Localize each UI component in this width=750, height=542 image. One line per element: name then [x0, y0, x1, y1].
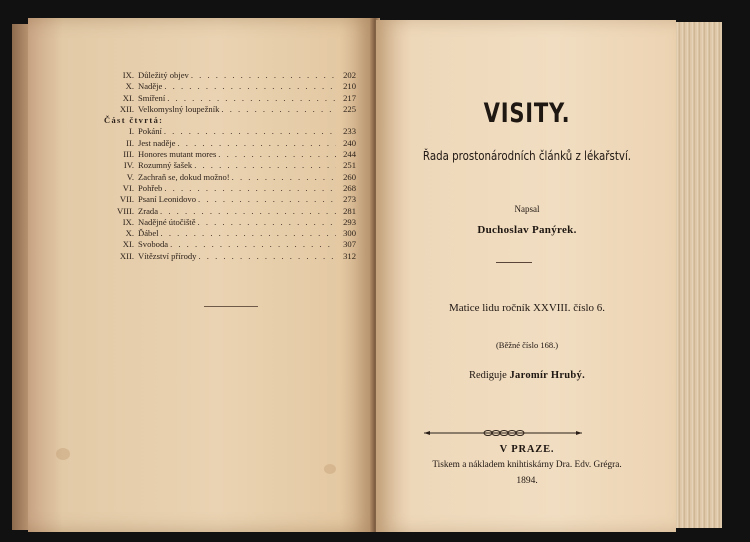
divider-rule [496, 262, 532, 263]
toc-entry-number: X. [125, 81, 134, 92]
toc-entry-number: IX. [122, 216, 134, 227]
paper-stain [56, 448, 70, 460]
toc-leader-dots [165, 93, 336, 104]
printer-info: Tiskem a nákladem knihtiskárny Dra. Edv. Grégra. [432, 460, 622, 470]
toc-leader-dots [216, 149, 336, 160]
toc-entry-page: 307 [343, 239, 356, 250]
toc-entry-page: 225 [343, 103, 356, 114]
toc-leader-dots [158, 206, 336, 217]
toc-entry [104, 138, 356, 149]
book-title: VISITY. [483, 98, 571, 129]
publication-place: V PRAZE. [499, 444, 555, 455]
toc-entry [104, 93, 356, 104]
toc-entry-title: Rozumný šašek [138, 160, 193, 171]
toc-entry-title: Zachraň se, dokud možno! [138, 171, 230, 182]
toc-entry-number: VI. [122, 182, 134, 193]
editor-label: Rediguje [468, 370, 507, 381]
toc-entry [104, 172, 356, 183]
toc-leader-dots [162, 81, 336, 92]
toc-entry-title: Pokání [138, 126, 162, 137]
toc-leader-dots [219, 104, 336, 115]
toc-entry-page: 312 [343, 250, 356, 261]
book-subtitle: Řada prostonárodních článků z lékařství. [422, 148, 632, 163]
toc-entry-title: Ďábel [138, 228, 159, 239]
toc-entry-page: 251 [343, 160, 356, 171]
toc-entry-number: V. [126, 171, 134, 182]
toc-entry-number: XII. [119, 103, 134, 114]
toc-entry-title: Vítězství přírody [138, 250, 197, 261]
editor-name: Jaromír Hrubý. [509, 370, 586, 381]
page-stack [676, 22, 722, 528]
toc-entry-page: 281 [343, 205, 356, 216]
toc-entry [104, 251, 356, 262]
toc-entry [104, 217, 356, 228]
toc-entry-page: 260 [343, 171, 356, 182]
toc-entry-number: X. [125, 228, 134, 239]
toc-entry-number: VIII. [117, 205, 134, 216]
toc-entry-number: XI. [122, 92, 134, 103]
toc-entry-number: VII. [119, 194, 134, 205]
toc-entry-title: Důležitý objev [138, 70, 189, 80]
toc-entry [104, 126, 356, 137]
editor-line [378, 370, 676, 381]
toc-entry-page: 300 [343, 228, 356, 239]
author-name: Duchoslav Panýrek. [477, 224, 577, 236]
toc-entry-page: 210 [343, 81, 356, 92]
toc-entry [104, 104, 356, 115]
toc-entry-title: Psaní Leonidovo [138, 194, 197, 205]
toc-leader-dots [175, 138, 336, 149]
running-number: (Běžné číslo 168.) [495, 340, 559, 350]
toc-leader-dots [189, 70, 336, 81]
toc-leader-dots [168, 239, 336, 250]
toc-entry [104, 81, 356, 92]
written-by-label: Napsal [514, 204, 540, 214]
toc-entry-number: I. [128, 126, 134, 137]
toc-entry [104, 228, 356, 239]
toc-entry-title: Smíření [138, 92, 166, 103]
toc-entry [104, 160, 356, 171]
publication-year: 1894. [516, 476, 538, 486]
toc-entry-title: Svoboda [138, 239, 169, 250]
toc-leader-dots [162, 183, 336, 194]
toc-entry [104, 149, 356, 160]
toc-entry-page: 273 [343, 194, 356, 205]
toc-entry-page: 217 [343, 92, 356, 103]
toc-section-heading: Část čtvrtá: [104, 116, 164, 126]
toc-entry [104, 183, 356, 194]
toc-entry-page: 244 [343, 149, 356, 160]
toc-entry [104, 194, 356, 205]
toc-entry-page: 202 [343, 70, 356, 80]
toc-leader-dots [159, 228, 336, 239]
toc-entry-page: 268 [343, 182, 356, 193]
toc-entry-page: 240 [343, 137, 356, 148]
toc-entry-title: Velkomyslný loupežník [138, 103, 220, 114]
toc-leader-dots [162, 126, 336, 137]
toc-entry [104, 239, 356, 250]
toc-entry-number: XI. [122, 239, 134, 250]
series-info: Matice lidu ročník XXVIII. číslo 6. [448, 302, 606, 314]
toc-entry-title: Jest naděje [138, 137, 176, 148]
toc-entry-page: 293 [343, 216, 356, 227]
toc-entry [104, 70, 356, 81]
toc-leader-dots [196, 194, 336, 205]
toc-leader-dots [230, 172, 336, 183]
toc-entry-number: IX. [122, 70, 134, 80]
toc-leader-dots [196, 251, 336, 262]
toc-entry-title: Naděje [138, 81, 163, 92]
toc-leader-dots [196, 217, 336, 228]
toc-leader-dots [192, 160, 336, 171]
divider-rule [204, 306, 258, 307]
toc-entry-title: Nadějné útočiště [138, 216, 196, 227]
ornament-rule-icon [424, 428, 582, 438]
toc-entry-number: XII. [119, 250, 134, 261]
toc-entry-title: Pohřeb [138, 182, 163, 193]
toc-entry-page: 233 [343, 126, 356, 137]
toc-entry-title: Zrada [138, 205, 159, 216]
table-of-contents [104, 70, 356, 262]
toc-entry [104, 206, 356, 217]
toc-entry-number: IV. [123, 160, 134, 171]
toc-entry-number: III. [123, 149, 134, 160]
toc-entry-title: Honores mutant mores [138, 149, 217, 160]
title-page [378, 20, 676, 532]
toc-entry-number: II. [126, 137, 134, 148]
paper-stain [324, 464, 336, 474]
